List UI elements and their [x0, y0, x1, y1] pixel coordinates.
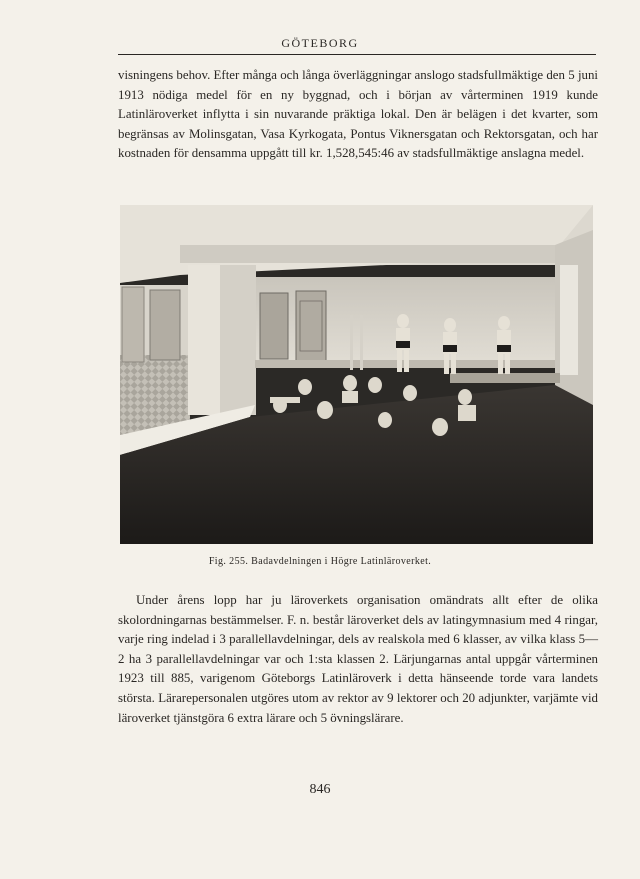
pool-illustration — [120, 205, 593, 544]
figure-caption: Fig. 255. Badavdelningen i Högre Latinläroverket. — [208, 556, 432, 567]
paragraph-2: Under årens lopp har ju läroverkets organisation omändrats allt efter de olika skolordningarnas bestämmelser. F. n. består läroverket dels av latingymnasium med 4 ringar, varje ring indelad i 3 parallellavdelningar, dels av realskola med 6 klasser, av vilka klass 5—2 ha 3 parallellavdelningar var och 1:sta klassen 2. Lärjungarnas antal uppgår vårterminen 1923 till 885, varigenom Göteborgs Latinläroverk i detta hänseende torde vara landets största. Lärarepersonalen utgöres utom av rektor av 9 lektorer och 20 adjunkter, varjämte vid läroverket tjänstgöra 6 extra lärare och 5 övningslärare. — [118, 593, 598, 725]
page-number: 846 — [309, 782, 331, 797]
figure-photo-swimming-pool — [120, 205, 593, 544]
running-header: GÖTEBORG — [281, 36, 359, 50]
header-rule — [118, 54, 596, 55]
paragraph-1: visningens behov. Efter många och långa överläggningar anslogo stadsfullmäktige den 5 juni 1913 nödiga medel för en ny byggnad, och i början av vårterminen 1919 kunde Latinläroverket inflytta i sin nuvarande präktiga lokal. Den är belägen i det kvarter, som begränsas av Molinsgatan, Vasa Kyrkogata, Pontus Viknersgatan och Rektorsgatan, och har kostnaden för densamma uppgått till kr. 1,528,545:46 av stadsfullmäktige anslagna medel. — [118, 68, 598, 161]
